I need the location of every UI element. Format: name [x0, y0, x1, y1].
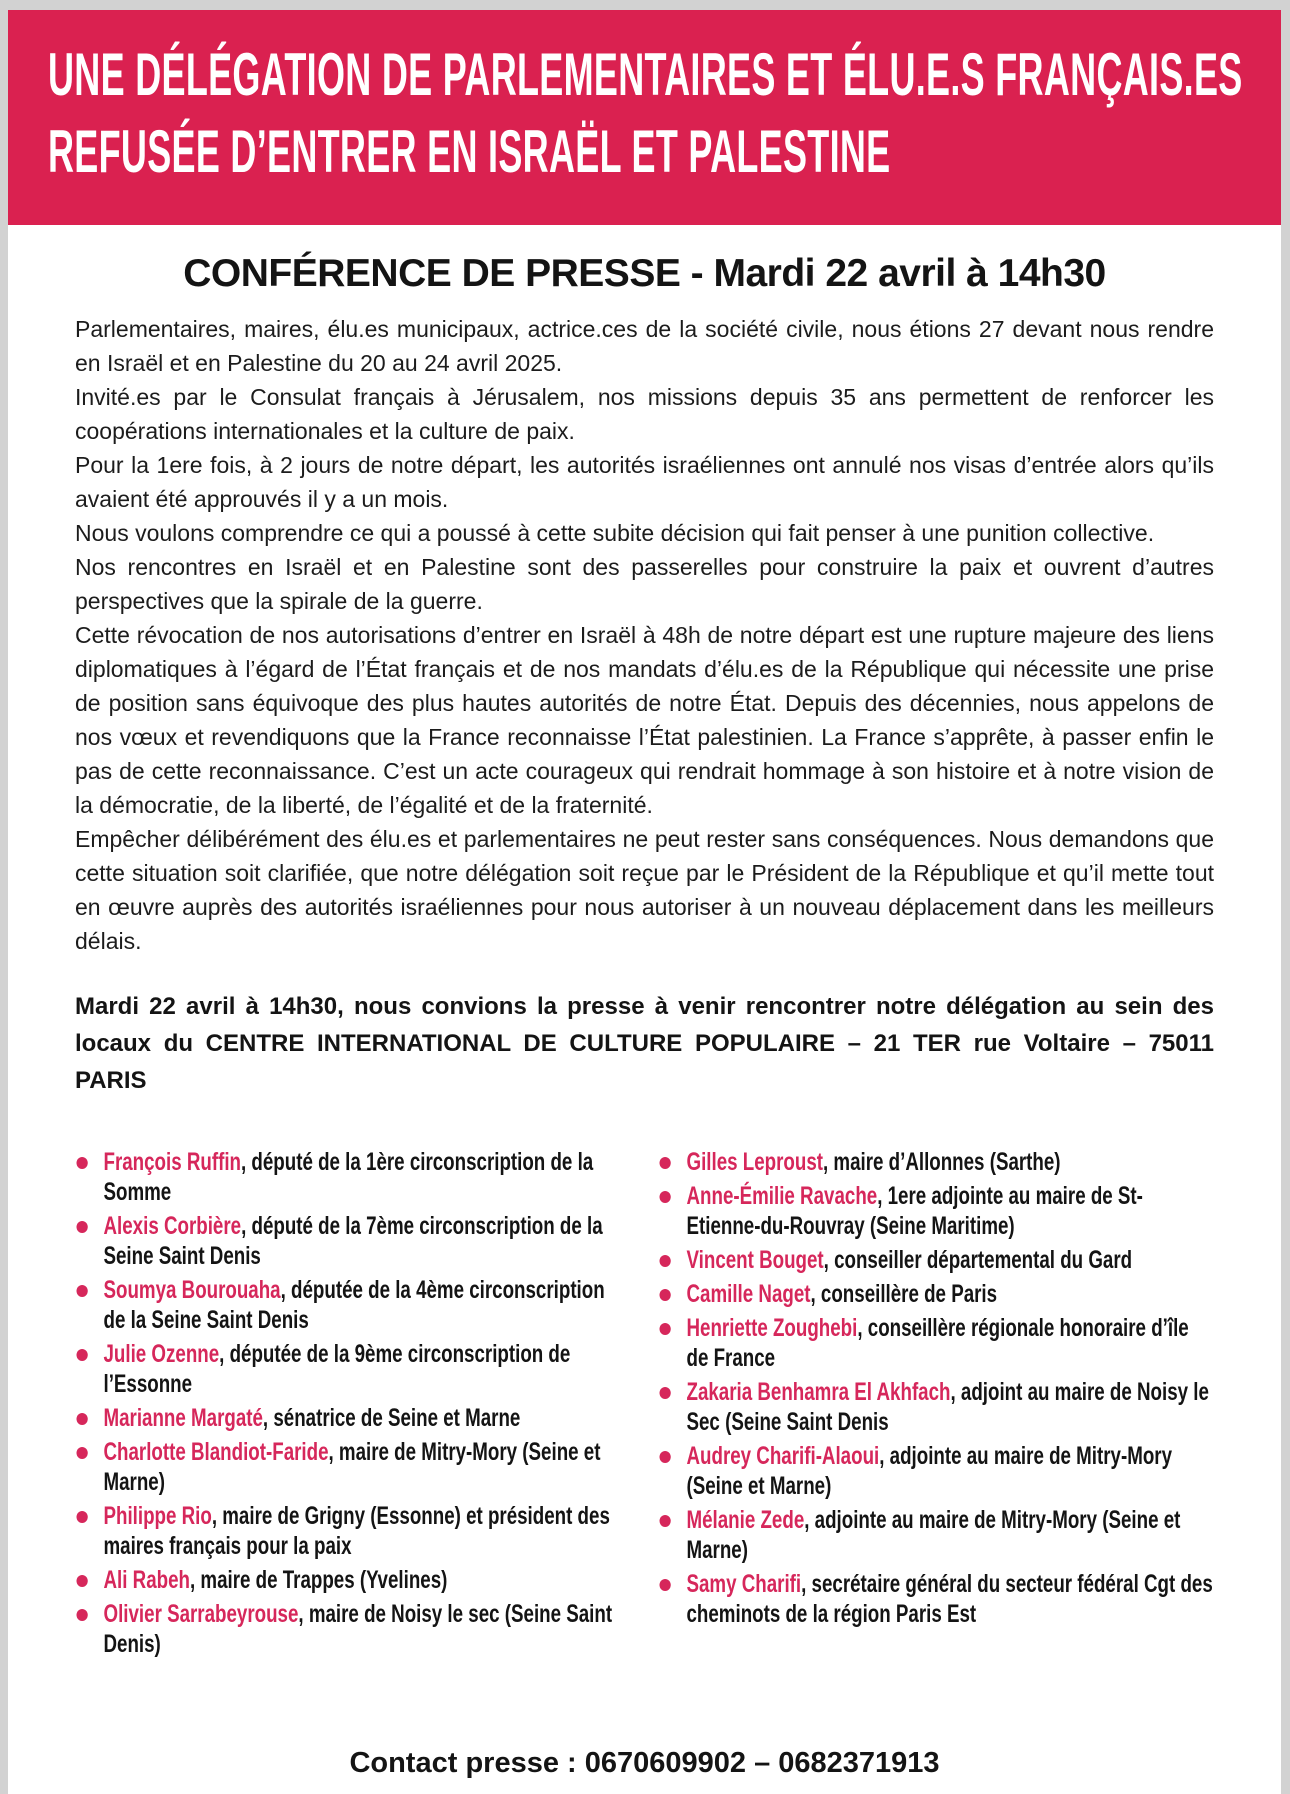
delegate-role: , conseillère de Paris: [810, 1280, 997, 1308]
delegate-name: Henriette Zoughebi: [686, 1314, 857, 1342]
delegate-name: François Ruffin: [103, 1148, 242, 1176]
bullet-icon: [659, 1323, 670, 1335]
delegate-item: [658, 1147, 1213, 1177]
delegate-name: Olivier Sarrabeyrouse: [103, 1600, 299, 1628]
delegate-name: Mélanie Zede: [686, 1506, 804, 1534]
delegates-list: [75, 1147, 1214, 1663]
delegate-name: Samy Charifi: [686, 1570, 801, 1598]
delegate-name: Vincent Bouget: [686, 1246, 824, 1274]
invitation-paragraph: Mardi 22 avril à 14h30, nous convions la presse à venir rencontrer notre délégation au sein des locaux du CENTRE INTERNATIONAL DE CULTURE POPULAIRE – 21 TER rue Voltaire – 75011 PARIS: [75, 993, 1214, 1094]
body-paragraph: Empêcher délibérément des élu.es et parlementaires ne peut rester sans conséquences. Nous demandons que cette situation soit clarifiée, que notre délégation soit reçue par le Président de la République et qu’il mette tout en œuvre auprès des autorités israéliennes pour nous autoriser à un nouveau déplacement dans les meilleurs délais.: [75, 826, 1214, 954]
body-paragraph: Parlementaires, maires, élu.es municipaux, actrice.ces de la société civile, nous étions 27 devant nous rendre en Israël et en Palestine du 20 au 24 avril 2025.: [75, 316, 1214, 376]
banner: [8, 10, 1281, 225]
delegate-name: Alexis Corbière: [103, 1212, 242, 1240]
delegate-role: , adjointe au maire de Mitry-Mory (Seine et Marne): [686, 1506, 1180, 1564]
delegate-role: , secrétaire général du secteur fédéral Cgt des cheminots de la région Paris Est: [686, 1570, 1213, 1628]
delegate-role: , sénatrice de Seine et Marne: [262, 1404, 521, 1432]
banner-line-2: REFUSÉE D’ENTRER EN ISRAËL ET PALESTINE: [48, 118, 891, 185]
press-release-page: [8, 10, 1281, 1794]
delegate-item: [658, 1245, 1213, 1275]
bullet-icon: [77, 1511, 88, 1523]
bullet-icon: [659, 1255, 670, 1267]
delegate-item: [75, 1147, 630, 1207]
delegate-role: , conseillère régionale honoraire d’île de France: [686, 1314, 1189, 1372]
delegate-name: Camille Naget: [686, 1280, 811, 1308]
delegate-role: , députée de la 4ème circonscription de la Seine Saint Denis: [103, 1276, 605, 1334]
body-paragraph: Pour la 1ere fois, à 2 jours de notre départ, les autorités israéliennes ont annulé nos visas d’entrée alors qu’ils avaient été approuvés il y a un mois.: [75, 452, 1214, 512]
body-paragraph: Cette révocation de nos autorisations d’entrer en Israël à 48h de notre départ est une rupture majeure des liens diplomatiques à l’égard de l’État français et de nos mandats d’élu.es de la République qui nécessite une prise de position sans équivoque des plus hautes autorités de notre État. Depuis des décennies, nous appelons de nos vœux et revendiquons que la France reconnaisse l’État palestinien. La France s’apprête, à passer enfin le pas de cette reconnaissance. C’est un acte courageux qui rendrait hommage à son histoire et à notre vision de la démocratie, de la liberté, de l’égalité et de la fraternité.: [75, 622, 1214, 818]
delegate-role: , maire de Trappes (Yvelines): [189, 1566, 448, 1594]
delegate-item: [75, 1501, 630, 1561]
body-paragraph: Nos rencontres en Israël et en Palestine sont des passerelles pour construire la paix et ouvrent d’autres perspectives que la spirale de la guerre.: [75, 554, 1214, 614]
delegate-item: [658, 1441, 1213, 1501]
delegate-name: Charlotte Blandiot-Faride: [103, 1438, 329, 1466]
bullet-icon: [77, 1609, 88, 1621]
delegate-role: , conseiller départemental du Gard: [823, 1246, 1132, 1274]
delegate-item: [658, 1569, 1213, 1629]
bullet-icon: [659, 1515, 670, 1527]
delegate-name: Marianne Margaté: [103, 1404, 263, 1432]
body-paragraph: Invité.es par le Consulat français à Jérusalem, nos missions depuis 35 ans permettent de renforcer les coopérations internationales et la culture de paix.: [75, 384, 1214, 444]
delegate-item: [658, 1313, 1213, 1373]
bullet-icon: [77, 1447, 88, 1459]
delegate-item: [75, 1403, 630, 1433]
bullet-icon: [77, 1413, 88, 1425]
delegate-item: [658, 1279, 1213, 1309]
press-contact: Contact presse : 0670609902 – 0682371913: [349, 1747, 940, 1779]
delegate-item: [75, 1339, 630, 1399]
delegate-role: , député de la 1ère circonscription de la Somme: [103, 1148, 594, 1206]
delegate-role: , maire de Mitry-Mory (Seine et Marne): [103, 1438, 601, 1496]
delegate-item: [75, 1275, 630, 1335]
delegates-column-left: [75, 1147, 630, 1663]
bullet-icon: [77, 1157, 88, 1169]
delegate-name: Gilles Leproust: [686, 1148, 823, 1176]
delegate-item: [75, 1599, 630, 1659]
delegate-name: Philippe Rio: [103, 1502, 212, 1530]
delegate-role: , députée de la 9ème circonscription de l’Essonne: [103, 1340, 571, 1398]
bullet-icon: [77, 1221, 88, 1233]
delegate-name: Soumya Bourouaha: [103, 1276, 281, 1304]
delegate-item: [658, 1377, 1213, 1437]
page-title: CONFÉRENCE DE PRESSE - Mardi 22 avril à 14h30: [183, 252, 1106, 295]
bullet-icon: [659, 1387, 670, 1399]
bullet-icon: [77, 1349, 88, 1361]
delegate-item: [75, 1565, 630, 1595]
bullet-icon: [77, 1575, 88, 1587]
bullet-icon: [659, 1579, 670, 1591]
delegate-item: [75, 1437, 630, 1497]
bullet-icon: [77, 1285, 88, 1297]
delegate-item: [75, 1211, 630, 1271]
delegates-column-right: [658, 1147, 1213, 1633]
delegate-role: , maire de Noisy le sec (Seine Saint Denis): [103, 1600, 613, 1658]
delegate-name: Anne-Émilie Ravache: [686, 1182, 877, 1210]
delegate-role: , maire d’Allonnes (Sarthe): [822, 1148, 1061, 1176]
delegate-name: Ali Rabeh: [103, 1566, 190, 1594]
delegate-name: Zakaria Benhamra El Akhfach: [686, 1378, 950, 1406]
delegate-role: , maire de Grigny (Essonne) et président des maires français pour la paix: [103, 1502, 610, 1560]
body-text: [75, 312, 1214, 958]
delegate-item: [658, 1505, 1213, 1565]
bullet-icon: [659, 1157, 670, 1169]
bullet-icon: [659, 1191, 670, 1203]
delegate-role: , adjoint au maire de Noisy le Sec (Seine Saint Denis: [686, 1378, 1209, 1436]
delegate-item: [658, 1181, 1213, 1241]
bullet-icon: [659, 1451, 670, 1463]
banner-line-1: UNE DÉLÉGATION DE PARLEMENTAIRES ET ÉLU.E.S FRANÇAIS.ES: [48, 41, 1243, 108]
delegate-role: , député de la 7ème circonscription de la Seine Saint Denis: [103, 1212, 603, 1270]
delegate-name: Julie Ozenne: [103, 1340, 220, 1368]
delegate-name: Audrey Charifi-Alaoui: [686, 1442, 879, 1470]
delegate-role: , adjointe au maire de Mitry-Mory (Seine et Marne): [686, 1442, 1172, 1500]
body-paragraph: Nous voulons comprendre ce qui a poussé à cette subite décision qui fait penser à une punition collective.: [75, 520, 1155, 546]
delegate-role: , 1ere adjointe au maire de St-Etienne-du-Rouvray (Seine Maritime): [686, 1182, 1143, 1240]
bullet-icon: [659, 1289, 670, 1301]
